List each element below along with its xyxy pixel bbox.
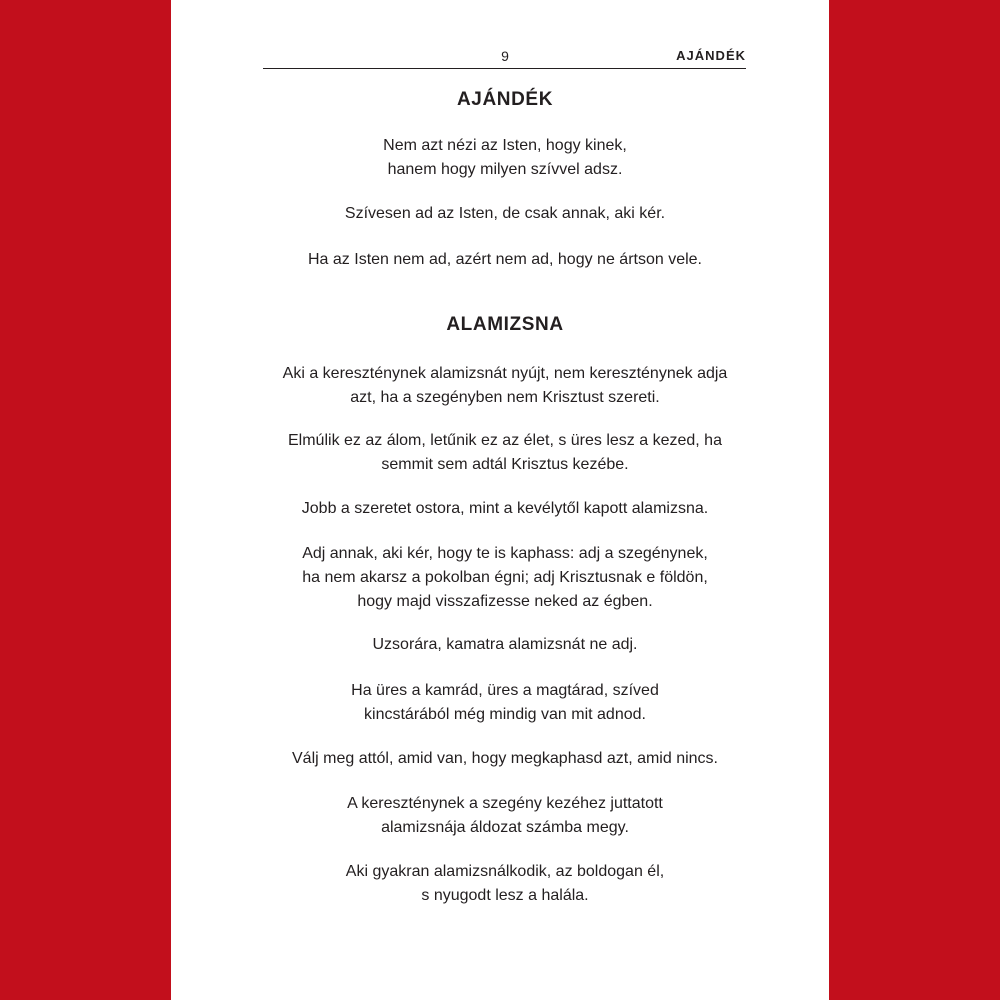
paragraph [171,679,839,727]
paragraph-line: kincstárából még mindig van mit adnod. [364,706,646,723]
paragraph [171,633,839,657]
paragraph-line: semmit sem adtál Krisztus kezébe. [381,456,629,473]
paragraph-line: A kereszténynek a szegény kezéhez juttatott [347,795,663,812]
paragraph [171,248,839,272]
running-header-title: AJÁNDÉK [676,48,746,63]
book-page [171,0,829,1000]
paragraph-line: Adj annak, aki kér, hogy te is kaphass: adj a szegénynek, [302,545,708,562]
paragraph-line: Aki a kereszténynek alamizsnát nyújt, nem kereszténynek adja [282,365,728,382]
paragraph [171,202,839,226]
section-heading-alamizsna: ALAMIZSNA [446,314,564,335]
paragraph [171,792,839,840]
paragraph [171,497,839,521]
paragraph-line: alamizsnája áldozat számba megy. [381,819,629,836]
paragraph [171,860,839,908]
page-number: 9 [501,48,509,64]
paragraph-line: Elmúlik ez az álom, letűnik ez az élet, s üres lesz a kezed, ha [288,432,722,449]
running-header [263,46,746,69]
paragraph-line: azt, ha a szegényben nem Krisztust szereti. [350,389,660,406]
paragraph-line: Ha az Isten nem ad, azért nem ad, hogy ne ártson vele. [308,251,702,268]
paragraph-line: hogy majd visszafizesse neked az égben. [357,593,653,610]
paragraph-line: Nem azt nézi az Isten, hogy kinek, [383,137,627,154]
paragraph-line: Uzsorára, kamatra alamizsnát ne adj. [372,636,638,653]
paragraph-line: Aki gyakran alamizsnálkodik, az boldogan él, [345,863,665,880]
paragraph-line: Jobb a szeretet ostora, mint a kevélytől kapott alamizsna. [301,500,709,517]
paragraph-line: Ha üres a kamrád, üres a magtárad, szíved [351,682,659,699]
paragraph [171,429,839,477]
paragraph [171,542,839,614]
paragraph-line: hanem hogy milyen szívvel adsz. [387,161,623,178]
paragraph-line: Válj meg attól, amid van, hogy megkaphasd azt, amid nincs. [292,750,718,767]
paragraph-line: s nyugodt lesz a halála. [421,887,589,904]
paragraph [171,747,839,771]
paragraph [171,134,839,182]
paragraph-line: ha nem akarsz a pokolban égni; adj Krisztusnak e földön, [302,569,708,586]
section-heading-ajandek: AJÁNDÉK [456,89,554,110]
paragraph [171,362,839,410]
paragraph-line: Szívesen ad az Isten, de csak annak, aki kér. [344,205,666,222]
